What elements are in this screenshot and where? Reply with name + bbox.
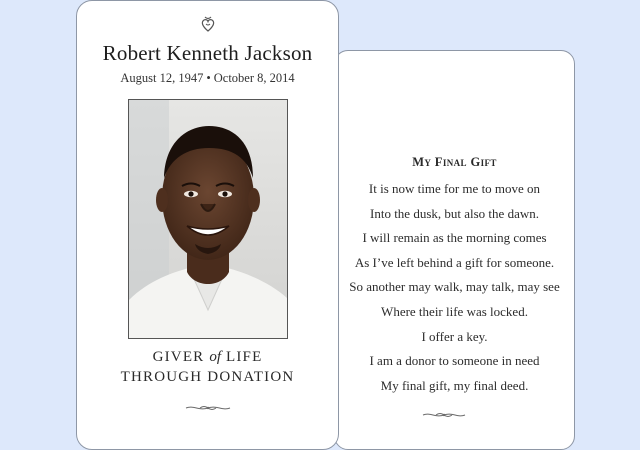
life-dates bbox=[77, 71, 338, 86]
memorial-card-front bbox=[76, 0, 339, 450]
date-separator: • bbox=[206, 71, 211, 85]
decedent-name: Robert Kenneth Jackson bbox=[102, 41, 313, 65]
poem-title: My Final Gift bbox=[412, 155, 497, 169]
poem-card bbox=[334, 50, 575, 450]
tagline-word: GIVER bbox=[152, 349, 205, 365]
poem-line: Where their life was locked. bbox=[381, 303, 528, 319]
flourish-ornament-icon bbox=[185, 399, 231, 417]
poem-line: It is now time for me to move on bbox=[368, 181, 541, 196]
portrait-photo bbox=[128, 99, 288, 339]
flourish-ornament-icon bbox=[422, 406, 466, 424]
tagline-line-1 bbox=[77, 347, 338, 367]
poem-line: As I’ve left behind a gift for someone. bbox=[354, 254, 555, 270]
poem-line: I am a donor to someone in need bbox=[369, 353, 540, 369]
death-date: October 8, 2014 bbox=[213, 71, 295, 85]
tagline-of: of bbox=[209, 349, 222, 365]
tagline bbox=[77, 347, 338, 387]
poem-line: So another may walk, may talk, may see bbox=[349, 279, 560, 295]
poem-line: I offer a key. bbox=[421, 328, 488, 344]
poem-line: My final gift, my final deed. bbox=[380, 377, 529, 393]
poem-line: Into the dusk, but also the dawn. bbox=[370, 205, 539, 221]
birth-date: August 12, 1947 bbox=[120, 71, 204, 85]
tagline-word: LIFE bbox=[225, 349, 263, 365]
poem-line: I will remain as the morning comes bbox=[362, 230, 547, 246]
heart-ribbon-icon bbox=[77, 15, 338, 38]
poem bbox=[335, 177, 574, 398]
tagline-line-2: THROUGH DONATION bbox=[120, 369, 295, 385]
